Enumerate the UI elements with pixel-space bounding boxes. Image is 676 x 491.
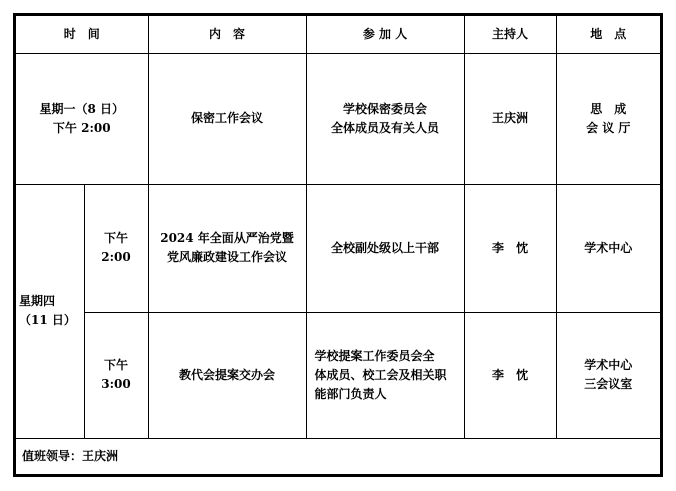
- row2-content: 2024 年全面从严治党暨 党风廉政建设工作会议: [148, 184, 306, 312]
- header-participants: 参 加 人: [306, 16, 464, 53]
- footer-row: [16, 438, 660, 474]
- row3-time: 下午 3:00: [84, 312, 148, 438]
- table-row: [16, 53, 660, 184]
- row2-host: 李 忱: [464, 184, 556, 312]
- duty-leader: 值班领导：王庆洲: [16, 438, 660, 474]
- header-location: 地 点: [556, 16, 660, 53]
- header-host: 主持人: [464, 16, 556, 53]
- table-row: [16, 312, 660, 438]
- header-content: 内 容: [148, 16, 306, 53]
- row1-host: 王庆洲: [464, 53, 556, 184]
- row2-day: 星期四 （11 日）: [16, 184, 84, 438]
- row2-time: 下午 2:00: [84, 184, 148, 312]
- schedule-frame: [13, 13, 663, 477]
- row3-host: 李 忱: [464, 312, 556, 438]
- row1-content: 保密工作会议: [148, 53, 306, 184]
- row1-day-time: 星期一（8 日） 下午 2:00: [16, 53, 148, 184]
- row1-location: 思 成 会 议 厅: [556, 53, 660, 184]
- schedule-table: [16, 16, 660, 474]
- row2-participants: 全校副处级以上干部: [306, 184, 464, 312]
- row1-participants: 学校保密委员会 全体成员及有关人员: [306, 53, 464, 184]
- row3-content: 教代会提案交办会: [148, 312, 306, 438]
- row2-location: 学术中心: [556, 184, 660, 312]
- row3-participants: 学校提案工作委员会全 体成员、校工会及相关职 能部门负责人: [306, 312, 464, 438]
- header-row: [16, 16, 660, 53]
- table-row: [16, 184, 660, 312]
- header-time: 时 间: [16, 16, 148, 53]
- row3-location: 学术中心 三会议室: [556, 312, 660, 438]
